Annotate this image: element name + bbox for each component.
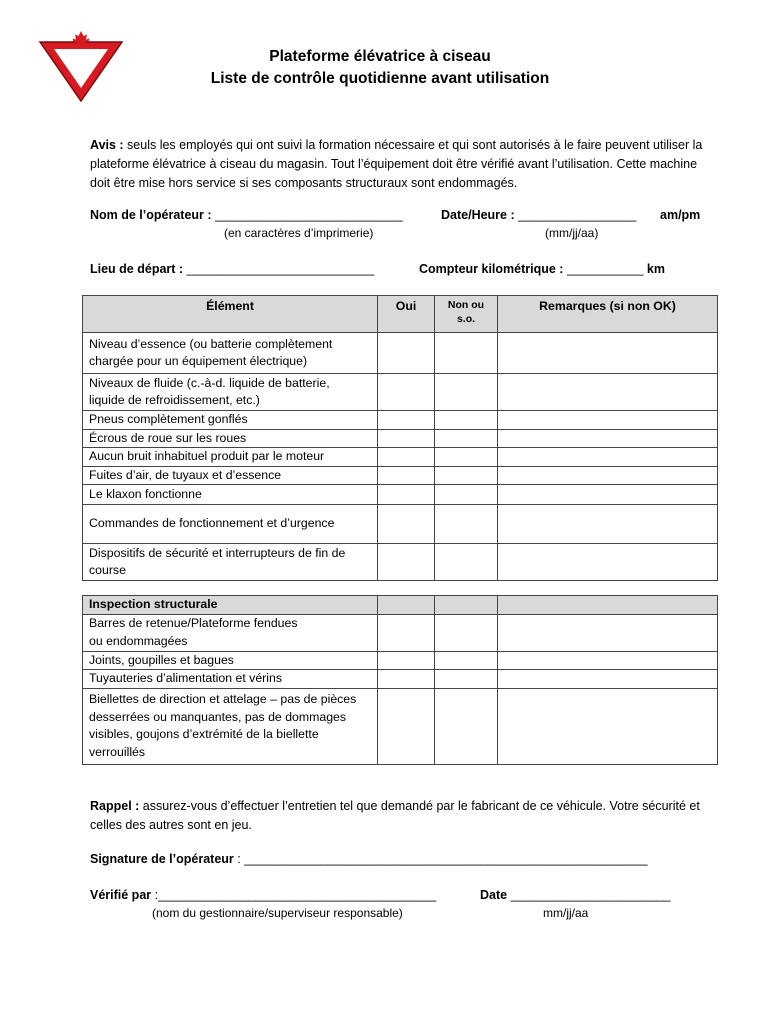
no-cell[interactable] [435,505,498,544]
verified-by-field[interactable] [90,888,436,902]
verified-date-label: Date [480,888,508,902]
no-cell[interactable] [435,670,498,689]
header-no [435,296,498,333]
odometer-label: Compteur kilométrique : [419,262,564,276]
table-row [83,374,718,411]
verified-blank[interactable]: :________________________________________ [151,888,437,902]
checklist-table [82,295,718,581]
item-label: Pneus complètement gonflés [83,411,378,430]
reminder-label: Rappel : [90,799,140,813]
no-cell[interactable] [435,688,498,764]
table-row [83,651,718,670]
departure-label: Lieu de départ : [90,262,184,276]
departure-blank[interactable]: ___________________________ [183,262,375,276]
datetime-label: Date/Heure : [441,208,515,222]
yes-cell[interactable] [378,614,435,651]
yes-cell[interactable] [378,651,435,670]
remarks-cell[interactable] [498,466,718,485]
signature-label: Signature de l’opérateur [90,852,234,866]
item-label: Fuites d’air, de tuyaux et d’essence [83,466,378,485]
table-row [83,333,718,374]
remarks-cell[interactable] [498,614,718,651]
yes-cell[interactable] [378,374,435,411]
reminder-text: assurez-vous d’effectuer l’entretien tel que demandé par le fabricant de ce véhicule. Votre sécurité et celles des autres sont en jeu. [90,799,700,832]
table-row [83,429,718,448]
no-cell[interactable] [435,485,498,505]
table-row [83,670,718,689]
odometer-unit: km [646,262,665,276]
remarks-cell[interactable] [498,374,718,411]
remarks-cell[interactable] [498,670,718,689]
table-row [83,505,718,544]
no-cell[interactable] [435,374,498,411]
item-label: Tuyauteries d’alimentation et vérins [83,670,378,689]
table-row [83,614,718,651]
table-header-row [83,296,718,333]
table-row [83,411,718,430]
operator-hint: (en caractères d’imprimerie) [224,226,374,240]
yes-cell[interactable] [378,429,435,448]
item-label: Le klaxon fonctionne [83,485,378,505]
operator-label: Nom de l’opérateur : [90,208,212,222]
remarks-cell[interactable] [498,688,718,764]
odometer-blank[interactable]: ___________ [563,262,644,276]
remarks-cell[interactable] [498,429,718,448]
item-label: Niveau d’essence (ou batterie complètement chargée pour un équipement électrique) [83,333,378,374]
signature-field[interactable] [90,852,647,866]
item-label: Biellettes de direction et attelage – pas de pièces desserrées ou manquantes, pas de dommages visibles, goujons d’extrémité de la biellette verrouillés [83,688,378,764]
datetime-hint: (mm/jj/aa) [545,226,599,240]
verified-date-hint: mm/jj/aa [543,906,589,920]
section-header-row [83,596,718,615]
yes-cell[interactable] [378,544,435,581]
header-element: Élément [83,296,378,333]
remarks-cell[interactable] [498,544,718,581]
remarks-cell[interactable] [498,448,718,467]
table-row [83,485,718,505]
form-subtitle: Liste de contrôle quotidienne avant utilisation [210,70,550,87]
table-row [83,466,718,485]
signature-blank[interactable]: : __________________________________________________________ [233,852,648,866]
table-row [83,448,718,467]
yes-cell[interactable] [378,505,435,544]
section-heading: Inspection structurale [83,596,378,615]
remarks-cell[interactable] [498,651,718,670]
item-label: Barres de retenue/Plateforme fendues ou endommagées [83,614,378,651]
structural-table [82,595,718,765]
verified-hint: (nom du gestionnaire/superviseur responsable) [152,906,403,920]
datetime-blank[interactable]: _________________ [514,208,637,222]
canadian-tire-logo-icon [38,30,124,102]
item-label: Dispositifs de sécurité et interrupteurs de fin de course [83,544,378,581]
remarks-cell[interactable] [498,485,718,505]
verified-date-blank[interactable]: _______________________ [507,888,671,902]
header-yes: Oui [378,296,435,333]
header-no-line2: s.o. [456,313,476,325]
verified-label: Vérifié par [90,888,152,902]
remarks-cell[interactable] [498,411,718,430]
item-label: Aucun bruit inhabituel produit par le moteur [83,448,378,467]
yes-cell[interactable] [378,466,435,485]
yes-cell[interactable] [378,670,435,689]
notice-label: Avis : [90,138,124,152]
remarks-cell[interactable] [498,505,718,544]
item-label: Écrous de roue sur les roues [83,429,378,448]
operator-blank[interactable]: ___________________________ [211,208,403,222]
header-remarks: Remarques (si non OK) [498,296,718,333]
operator-name-field[interactable] [90,208,403,222]
notice-paragraph [90,136,720,193]
ampm-label: am/pm [660,208,701,222]
no-cell[interactable] [435,429,498,448]
yes-cell[interactable] [378,411,435,430]
item-label: Niveaux de fluide (c.-à-d. liquide de batterie, liquide de refroidissement, etc.) [83,374,378,411]
no-cell[interactable] [435,466,498,485]
item-label: Joints, goupilles et bagues [83,651,378,670]
no-cell[interactable] [435,544,498,581]
yes-cell[interactable] [378,688,435,764]
no-cell[interactable] [435,411,498,430]
departure-field[interactable] [90,262,374,276]
no-cell[interactable] [435,614,498,651]
odometer-field[interactable] [419,262,665,276]
yes-cell[interactable] [378,448,435,467]
datetime-field[interactable] [441,208,636,222]
no-cell[interactable] [435,651,498,670]
no-cell[interactable] [435,333,498,374]
remarks-cell[interactable] [498,333,718,374]
header-no-line1: Non ou [447,299,485,311]
yes-cell[interactable] [378,333,435,374]
form-title: Plateforme élévatrice à ciseau [269,48,491,65]
table-row [83,688,718,764]
notice-text: seuls les employés qui ont suivi la formation nécessaire et qui sont autorisés à le faire peuvent utiliser la plateforme élévatrice à ciseau du magasin. Tout l’équipement doit être vérifié avant l’utilisation. Cette machine doit être mise hors service si ses composants structuraux sont endommagés. [90,138,703,190]
verified-date-field[interactable] [480,888,670,902]
table-row [83,544,718,581]
no-cell[interactable] [435,448,498,467]
yes-cell[interactable] [378,485,435,505]
item-label: Commandes de fonctionnement et d’urgence [83,505,378,544]
reminder-paragraph [90,797,720,835]
